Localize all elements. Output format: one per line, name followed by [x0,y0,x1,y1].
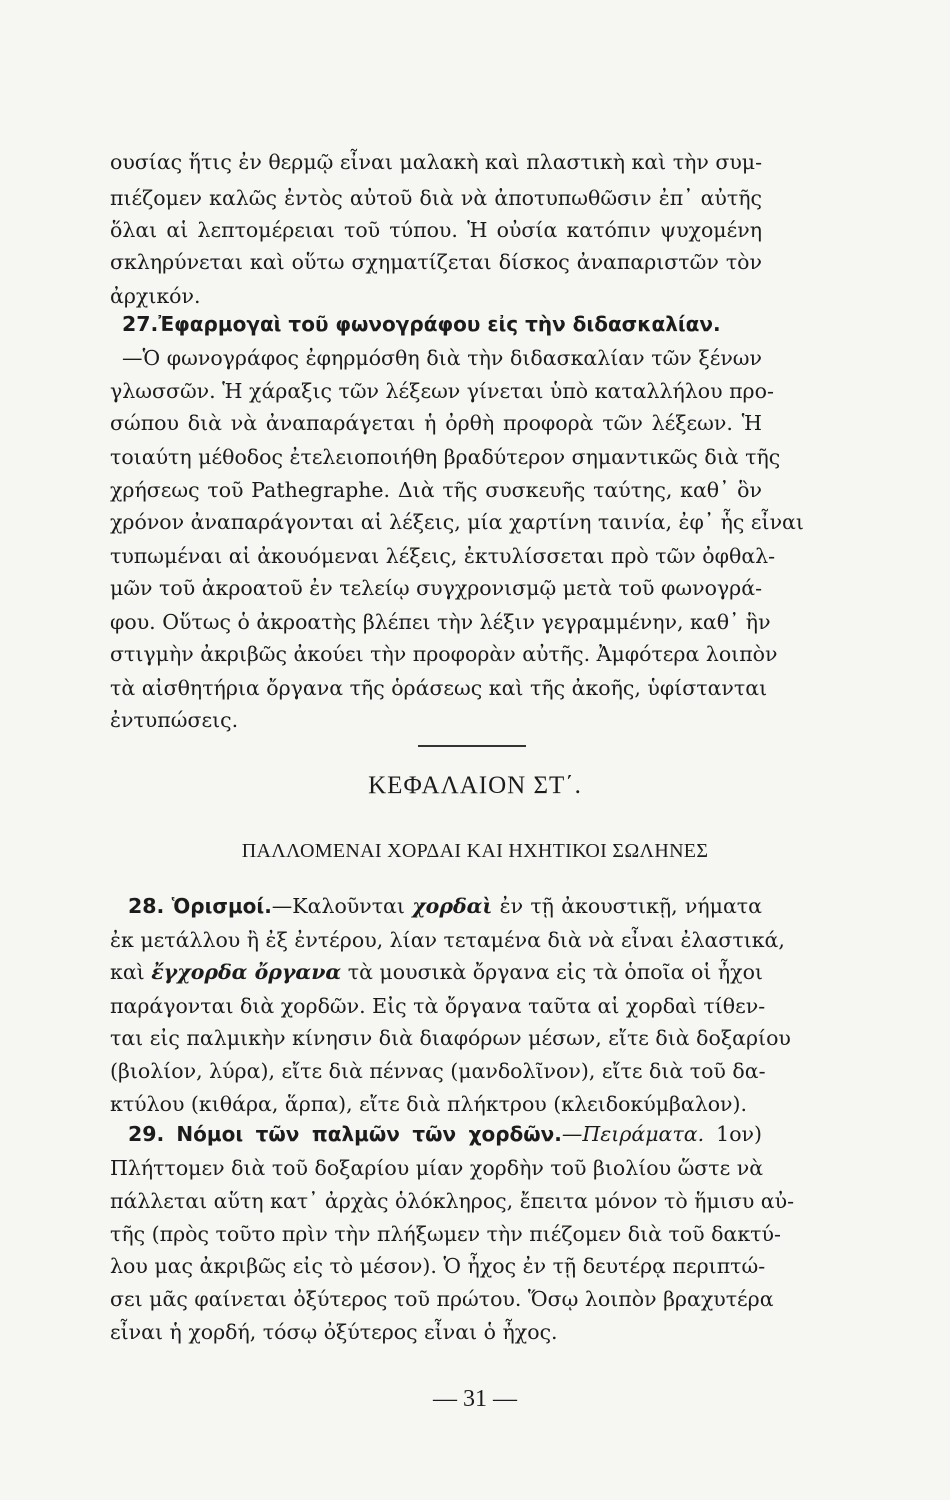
text-line: στιγμὴν ἀκριβῶς ἀκούει τὴν προφορὰν αὐτῆς. Ἀμφότερα λοιπὸν [110,642,778,666]
term: χορδαὶ [412,894,493,918]
text-line: ται εἰς παλμικὴν κίνησιν διὰ διαφόρων μέσων, εἴτε διὰ δοξαρίου [110,1026,791,1050]
experiments-label: —Πειράματα. [561,1122,705,1146]
text-line: τυπωμέναι αἱ ἀκουόμεναι λέξεις, ἐκτυλίσσεται πρὸ τῶν ὀφθαλ- [110,544,776,568]
page-number: — 31 — [433,1386,517,1412]
section-27-heading [122,308,774,340]
text-line: φου. Οὕτως ὁ ἀκροατὴς βλέπει τὴν λέξιν γεγραμμένην, καθ᾽ ἣν [110,610,771,634]
text-line: εἶναι ἡ χορδή, τόσῳ ὀξύτερος εἶναι ὁ ἦχος. [110,1320,558,1344]
text-line: πάλλεται αὕτη κατ᾽ ἀρχὰς ὁλόκληρος, ἔπειτα μόνον τὸ ἥμισυ αὐ- [110,1189,795,1213]
text-line: ἐκ μετάλλου ἢ ἐξ ἐντέρου, λίαν τεταμένα διὰ νὰ εἶναι ἐλαστικά, [110,928,785,952]
text-line: τῆς (πρὸς τοῦτο πρὶν τὴν πλήξωμεν τὴν πιέζομεν διὰ τοῦ δακτύ- [110,1222,781,1246]
text-line: (βιολίον, λύρα), εἴτε διὰ πέννας (μανδολῖνον), εἴτε διὰ τοῦ δα- [110,1059,766,1083]
text-line: ἐντυπώσεις. [110,708,239,732]
section-number: 28. [128,894,165,918]
term: ἔγχορδα ὄργανα [151,960,342,984]
text-line: γλωσσῶν. Ἡ χάραξις τῶν λέξεων γίνεται ὑπὸ καταλλήλου προ- [110,379,774,403]
section-title: Ἐφαρμογαὶ τοῦ φωνογράφου εἰς τὴν διδασκαλίαν. [158,312,721,336]
text-line: —Ὁ φωνογράφος ἐφηρμόσθη διὰ τὴν διδασκαλίαν τῶν ξένων [122,346,762,370]
section-title: Νόμοι τῶν παλμῶν τῶν χορδῶν. [176,1122,562,1146]
section-28-heading [128,890,762,922]
text-line: σώπου διὰ νὰ ἀναπαράγεται ἡ ὀρθὴ προφορὰ τῶν λέξεων. Ἡ [110,411,762,435]
text-span: τὰ μουσικὰ ὄργανα εἰς τὰ ὁποῖα οἱ ἦχοι [341,960,763,984]
text-line: λου μας ἀκριβῶς εἰς τὸ μέσον). Ὁ ἦχος ἐν τῇ δευτέρᾳ περιπτώ- [110,1254,766,1278]
chapter-subtitle: ΠΑΛΛΟΜΕΝΑΙ ΧΟΡΔΑΙ ΚΑΙ ΗΧΗΤΙΚΟΙ ΣΩΛΗΝΕΣ [241,840,709,862]
text-line: κτύλου (κιθάρα, ἅρπα), εἴτε διὰ πλήκτρου (κλειδοκύμβαλον). [110,1092,748,1116]
text-span: ἐν τῇ ἀκουστικῇ, νήματα [492,894,762,918]
text-line: Πλήττομεν διὰ τοῦ δοξαρίου μίαν χορδὴν τοῦ βιολίου ὥστε νὰ [110,1156,764,1180]
text-line: τοιαύτη μέθοδος ἐτελειοποιήθη βραδύτερον σημαντικῶς διὰ τῆς [110,445,781,469]
text-line: χρήσεως τοῦ Pathegraphe. Διὰ τῆς συσκευῆς ταύτης, καθ᾽ ὃν [110,478,762,502]
text-line: χρόνον ἀναπαράγονται αἱ λέξεις, μία χαρτίνη ταινία, ἐφ᾽ ἧς εἶναι [110,510,804,534]
text-line: σει μᾶς φαίνεται ὀξύτερος τοῦ πρώτου. Ὅσῳ λοιπὸν βραχυτέρα [110,1287,774,1311]
chapter-title: ΚΕΦΑΛΑΙΟΝ ΣΤ΄. [368,772,582,799]
divider [418,745,526,747]
text-line: ουσίας ἥτις ἐν θερμῷ εἶναι μαλακὴ καὶ πλαστικὴ καὶ τὴν συμ- [110,150,763,174]
text-line: τὰ αἰσθητήρια ὄργανα τῆς ὁράσεως καὶ τῆς ἀκοῆς, ὑφίστανται [110,676,768,700]
section-number: 27. [122,312,159,336]
text-line [110,956,762,988]
section-title: Ὁρισμοί. [171,894,272,918]
text-span: καὶ [110,960,152,984]
section-number: 29. [128,1122,165,1146]
text-line: μῶν τοῦ ἀκροατοῦ ἐν τελείῳ συγχρονισμῷ μετὰ τοῦ φωνογρά- [110,576,762,600]
text-span: —Καλοῦνται [271,894,413,918]
text-span: 1ον) [704,1122,762,1146]
section-29-heading [128,1118,762,1150]
text-line: ἀρχικόν. [110,284,201,308]
text-line: παράγονται διὰ χορδῶν. Εἰς τὰ ὄργανα ταῦτα αἱ χορδαὶ τίθεν- [110,994,766,1018]
text-line: σκληρύνεται καὶ οὕτω σχηματίζεται δίσκος ἀναπαριστῶν τὸν [110,250,762,274]
text-line: πιέζομεν καλῶς ἐντὸς αὐτοῦ διὰ νὰ ἀποτυπωθῶσιν ἐπ᾽ αὐτῆς [110,186,762,210]
text-line: ὅλαι αἱ λεπτομέρειαι τοῦ τύπου. Ἡ οὐσία κατόπιν ψυχομένη [110,218,762,242]
